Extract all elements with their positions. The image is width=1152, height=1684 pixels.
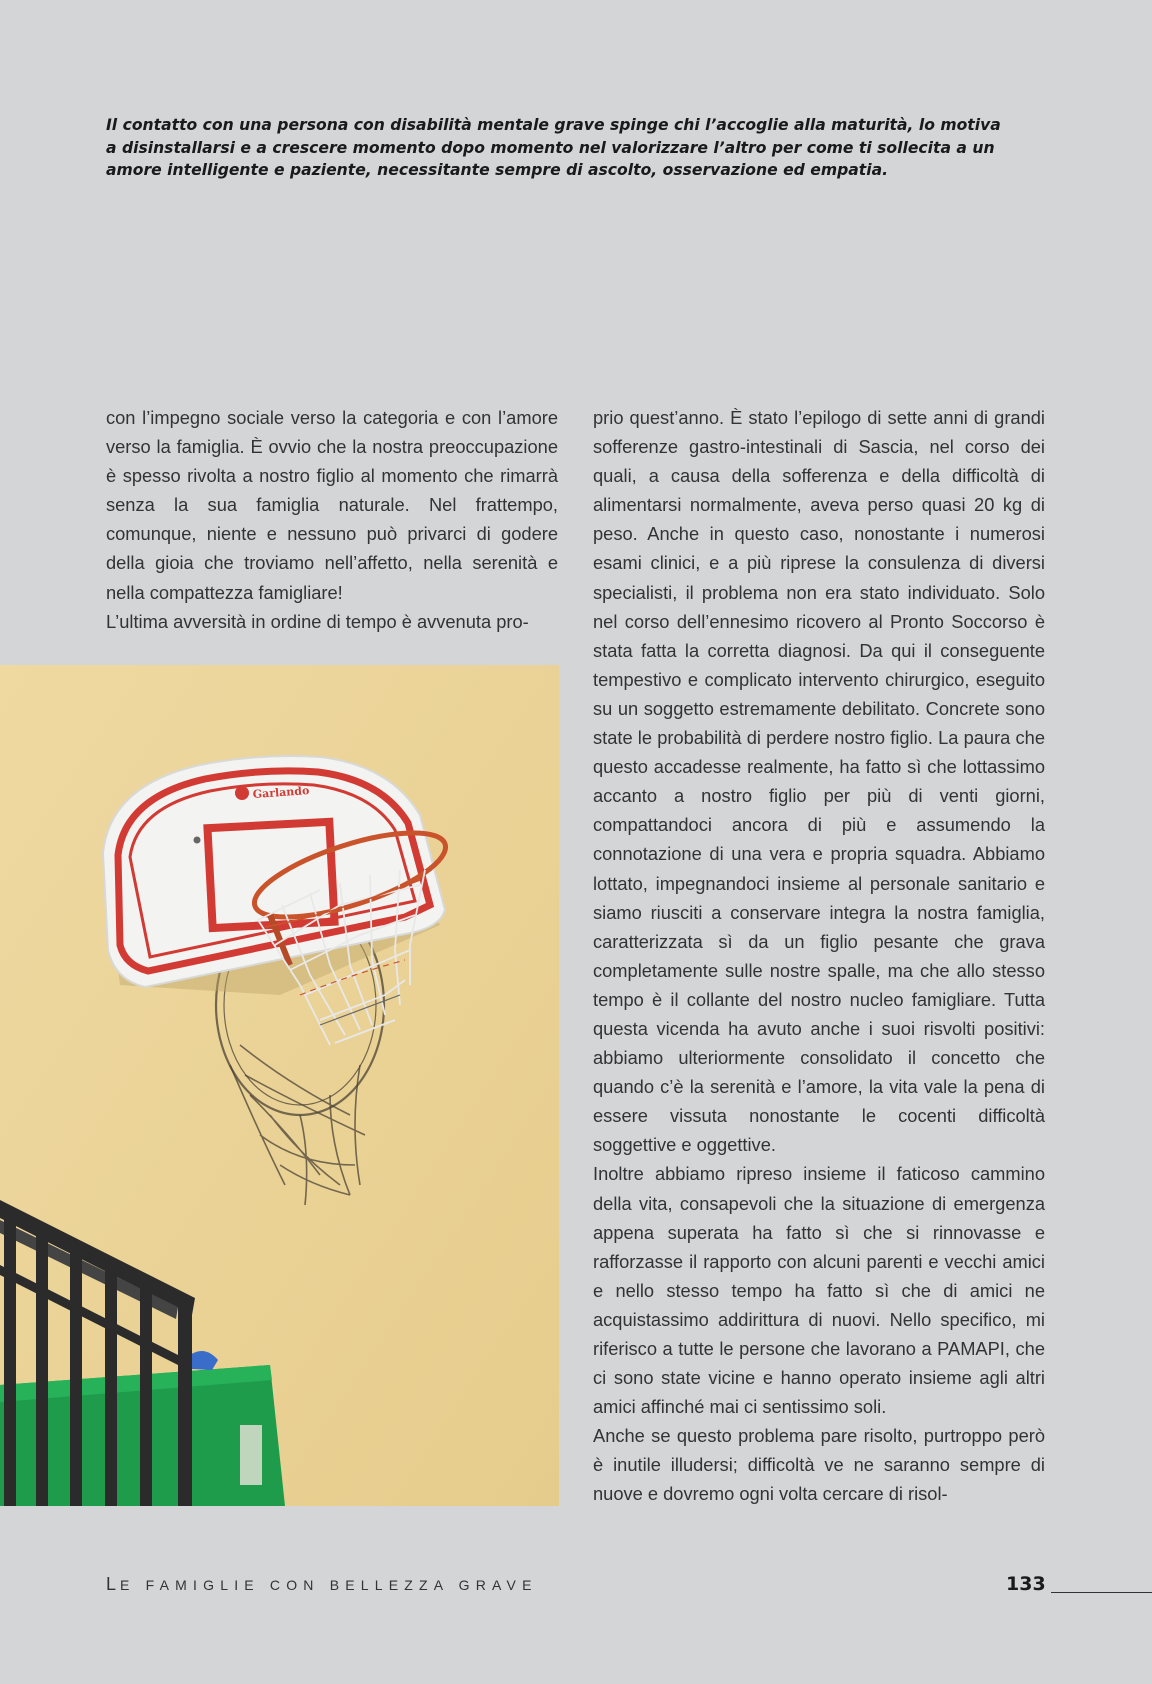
footer-title-rest: E FAMIGLIE CON BELLEZZA GRAVE	[120, 1577, 538, 1593]
page-number: 133	[1006, 1573, 1046, 1595]
paragraph: L’ultima avversità in ordine di tempo è avvenuta pro-	[106, 610, 529, 632]
text-column-left	[106, 403, 558, 636]
paragraph: prio quest’anno. È stato l’epilogo di sette anni di grandi sofferenze gastro-intestinali di Sascia, nel corso dei quali, a causa della sofferenza e della difficoltà di alimentarsi normalmente, aveva perso quasi 20 kg di peso. Anche in questo caso, nonostante i numerosi esami clinici, e a più riprese la consulenza di diversi specialisti, il problema non era stato individuato. Solo nel corso dell’ennesimo ricovero al Pronto Soccorso è stata fatta la corretta diagnosi. Da qui il conseguente tempestivo e complicato intervento chirurgico, eseguito su un soggetto estremamente debilitato. Concrete sono state le probabilità di perdere nostro figlio. La paura che questo accadesse realmente, ha fatto sì che lottassimo accanto a nostro figlio per più di venti giorni, compattandoci ancora di più e assumendo la connotazione di una vera e propria squadra. Abbiamo lottato, impegnandoci insieme al personale sanitario e siamo riusciti a conservare integra la nostra famiglia, caratterizzata sì da un figlio pesante che grava completamente sulle nostre spalle, ma che allo stesso tempo è il collante del nostro nucleo famigliare. Tutta questa vicenda ha avuto anche i suoi risvolti positivi: abbiamo ulteriormente consolidato il concetto che quando c’è la serenità e l’amore, la vita vale la pena di essere vissuta nonostante le cocenti difficoltà soggettive e oggettive.	[593, 407, 1045, 1156]
paragraph: con l’impegno sociale verso la categoria e con l’amore verso la famiglia. È ovvio che la nostra preoccupazione è spesso rivolta a nostro figlio al momento che rimarrà senza la sua famiglia naturale. Nel frattempo, comunque, niente e nessuno può privarci di godere della gioia che troviamo nell’affetto, nella serenità e nella compattezza famigliare!	[106, 407, 558, 603]
footer-title-initial: L	[106, 1574, 121, 1594]
paragraph: Inoltre abbiamo ripreso insieme il faticoso cammino della vita, consapevoli che la situazione di emergenza appena superata ha fatto sì che si rinnovasse e rafforzasse il rapporto con alcuni parenti e vecchi amici e nello stesso tempo ha fatto sì che di amici ne acquistassimo addirittura di nuovi. Nello specifico, mi riferisco a tutte le persone che lavorano a PAMAPI, che ci sono state vicine e hanno operato insieme agli altri amici affinché mai ci sentissimo soli.	[593, 1163, 1045, 1418]
basketball-hoop-photo	[0, 665, 559, 1506]
text-column-right	[593, 403, 1045, 1509]
running-footer-title	[106, 1574, 538, 1595]
brand-logo: Garlando	[252, 784, 310, 801]
pull-quote: Il contatto con una persona con disabilità mentale grave spinge chi l’accoglie alla maturità, lo motiva a disinstallarsi e a crescere momento dopo momento nel valorizzare l’altro per come ti sollecita a un amore intelligente e paziente, necessitante sempre di ascolto, osservazione ed empatia.	[106, 116, 1001, 179]
paragraph: Anche se questo problema pare risolto, purtroppo però è inutile illudersi; difficoltà ve ne saranno sempre di nuove e dovremo ogni volta cercare di risol-	[593, 1425, 1045, 1505]
page-number-rule	[1051, 1592, 1152, 1593]
